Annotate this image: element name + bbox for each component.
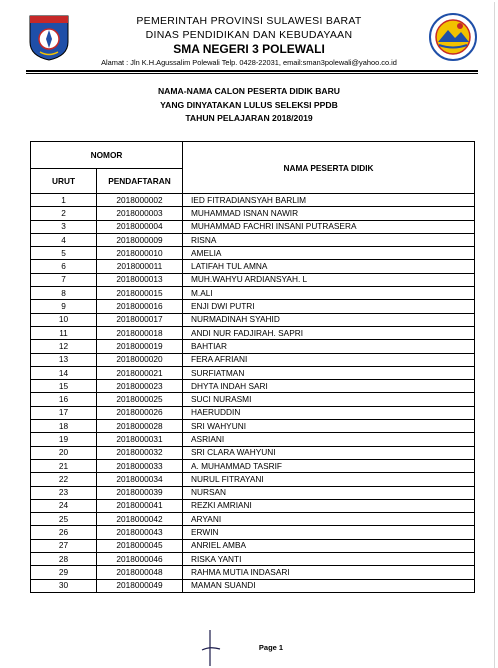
table-row bbox=[31, 260, 475, 273]
table-row bbox=[31, 393, 475, 406]
table-row bbox=[31, 513, 475, 526]
row-participant-name: MUHAMMAD ISNAN NAWIR bbox=[183, 207, 475, 220]
row-registration-number: 2018000019 bbox=[97, 340, 183, 353]
title-line-3: TAHUN PELAJARAN 2018/2019 bbox=[185, 113, 313, 123]
row-registration-number: 2018000048 bbox=[97, 566, 183, 579]
table-body bbox=[31, 194, 475, 593]
row-registration-number: 2018000017 bbox=[97, 313, 183, 326]
table-row bbox=[31, 273, 475, 286]
table-row bbox=[31, 233, 475, 246]
row-registration-number: 2018000020 bbox=[97, 353, 183, 366]
row-urut: 15 bbox=[31, 380, 97, 393]
row-participant-name: ERWIN bbox=[183, 526, 475, 539]
row-urut: 8 bbox=[31, 287, 97, 300]
letterhead bbox=[0, 0, 498, 72]
table-row bbox=[31, 539, 475, 552]
row-urut: 20 bbox=[31, 446, 97, 459]
row-participant-name: RISNA bbox=[183, 233, 475, 246]
table-row bbox=[31, 420, 475, 433]
row-participant-name: RAHMA MUTIA INDASARI bbox=[183, 566, 475, 579]
row-registration-number: 2018000041 bbox=[97, 499, 183, 512]
row-urut: 26 bbox=[31, 526, 97, 539]
row-urut: 5 bbox=[31, 247, 97, 260]
row-urut: 1 bbox=[31, 194, 97, 207]
row-participant-name: FERA AFRIANI bbox=[183, 353, 475, 366]
table-row bbox=[31, 486, 475, 499]
header-pendaftaran: PENDAFTARAN bbox=[97, 169, 183, 194]
row-participant-name: ENJI DWI PUTRI bbox=[183, 300, 475, 313]
row-registration-number: 2018000045 bbox=[97, 539, 183, 552]
row-participant-name: ASRIANI bbox=[183, 433, 475, 446]
row-participant-name: AMELIA bbox=[183, 247, 475, 260]
row-participant-name: IED FITRADIANSYAH BARLIM bbox=[183, 194, 475, 207]
row-participant-name: REZKI AMRIANI bbox=[183, 499, 475, 512]
table-row bbox=[31, 353, 475, 366]
row-participant-name: MUHAMMAD FACHRI INSANI PUTRASERA bbox=[183, 220, 475, 233]
row-registration-number: 2018000003 bbox=[97, 207, 183, 220]
row-registration-number: 2018000034 bbox=[97, 473, 183, 486]
row-urut: 12 bbox=[31, 340, 97, 353]
row-participant-name: SURFIATMAN bbox=[183, 366, 475, 379]
letterhead-rule-thin bbox=[26, 73, 478, 74]
row-urut: 24 bbox=[31, 499, 97, 512]
row-participant-name: ARYANI bbox=[183, 513, 475, 526]
row-urut: 14 bbox=[31, 366, 97, 379]
header-nama: NAMA PESERTA DIDIK bbox=[183, 142, 475, 194]
row-participant-name: NURSAN bbox=[183, 486, 475, 499]
row-registration-number: 2018000002 bbox=[97, 194, 183, 207]
table-row bbox=[31, 287, 475, 300]
table-row bbox=[31, 579, 475, 592]
title-line-2: YANG DINYATAKAN LULUS SELEKSI PPDB bbox=[160, 99, 338, 110]
letterhead-department: DINAS PENDIDIKAN DAN KEBUDAYAAN bbox=[145, 29, 353, 41]
table-row bbox=[31, 473, 475, 486]
table-row bbox=[31, 553, 475, 566]
row-participant-name: A. MUHAMMAD TASRIF bbox=[183, 459, 475, 472]
document-title bbox=[0, 85, 498, 126]
row-urut: 17 bbox=[31, 406, 97, 419]
table-row bbox=[31, 366, 475, 379]
row-urut: 13 bbox=[31, 353, 97, 366]
row-participant-name: BAHTIAR bbox=[183, 340, 475, 353]
row-registration-number: 2018000010 bbox=[97, 247, 183, 260]
table-row bbox=[31, 340, 475, 353]
row-urut: 18 bbox=[31, 420, 97, 433]
table-row bbox=[31, 499, 475, 512]
row-participant-name: ANDI NUR FADJIRAH. SAPRI bbox=[183, 326, 475, 339]
row-registration-number: 2018000032 bbox=[97, 446, 183, 459]
row-participant-name: HAERUDDIN bbox=[183, 406, 475, 419]
row-urut: 6 bbox=[31, 260, 97, 273]
table-row bbox=[31, 207, 475, 220]
row-participant-name: SRI WAHYUNI bbox=[183, 420, 475, 433]
row-urut: 4 bbox=[31, 233, 97, 246]
row-participant-name: RISKA YANTI bbox=[183, 553, 475, 566]
row-participant-name: DHYTA INDAH SARI bbox=[183, 380, 475, 393]
table-row bbox=[31, 194, 475, 207]
header-nomor: NOMOR bbox=[31, 142, 183, 169]
row-urut: 11 bbox=[31, 326, 97, 339]
table-row bbox=[31, 326, 475, 339]
row-registration-number: 2018000015 bbox=[97, 287, 183, 300]
row-registration-number: 2018000033 bbox=[97, 459, 183, 472]
row-participant-name: MAMAN SUANDI bbox=[183, 579, 475, 592]
row-registration-number: 2018000018 bbox=[97, 326, 183, 339]
table-row bbox=[31, 459, 475, 472]
row-participant-name: SRI CLARA WAHYUNI bbox=[183, 446, 475, 459]
row-urut: 7 bbox=[31, 273, 97, 286]
row-participant-name: ANRIEL AMBA bbox=[183, 539, 475, 552]
row-registration-number: 2018000039 bbox=[97, 486, 183, 499]
letterhead-government: PEMERINTAH PROVINSI SULAWESI BARAT bbox=[136, 15, 362, 27]
table-row bbox=[31, 220, 475, 233]
row-urut: 30 bbox=[31, 579, 97, 592]
row-participant-name: MUH.WAHYU ARDIANSYAH. L bbox=[183, 273, 475, 286]
row-urut: 19 bbox=[31, 433, 97, 446]
header-urut: URUT bbox=[31, 169, 97, 194]
row-participant-name: NURMADINAH SYAHID bbox=[183, 313, 475, 326]
row-urut: 3 bbox=[31, 220, 97, 233]
row-registration-number: 2018000004 bbox=[97, 220, 183, 233]
row-participant-name: NURUL FITRAYANI bbox=[183, 473, 475, 486]
row-registration-number: 2018000028 bbox=[97, 420, 183, 433]
row-registration-number: 2018000013 bbox=[97, 273, 183, 286]
table-row bbox=[31, 566, 475, 579]
row-participant-name: SUCI NURASMI bbox=[183, 393, 475, 406]
page-number: Page 1 bbox=[258, 643, 284, 652]
table-row bbox=[31, 526, 475, 539]
row-registration-number: 2018000046 bbox=[97, 553, 183, 566]
row-registration-number: 2018000016 bbox=[97, 300, 183, 313]
table-row bbox=[31, 446, 475, 459]
row-registration-number: 2018000025 bbox=[97, 393, 183, 406]
table-row bbox=[31, 247, 475, 260]
table-row bbox=[31, 433, 475, 446]
letterhead-text bbox=[0, 14, 498, 57]
table-row bbox=[31, 313, 475, 326]
row-registration-number: 2018000042 bbox=[97, 513, 183, 526]
row-urut: 16 bbox=[31, 393, 97, 406]
row-urut: 10 bbox=[31, 313, 97, 326]
row-urut: 22 bbox=[31, 473, 97, 486]
row-urut: 2 bbox=[31, 207, 97, 220]
letterhead-school-name: SMA NEGERI 3 POLEWALI bbox=[173, 42, 325, 56]
row-urut: 27 bbox=[31, 539, 97, 552]
table-row bbox=[31, 300, 475, 313]
row-registration-number: 2018000049 bbox=[97, 579, 183, 592]
row-registration-number: 2018000043 bbox=[97, 526, 183, 539]
row-registration-number: 2018000023 bbox=[97, 380, 183, 393]
table-row bbox=[31, 406, 475, 419]
row-urut: 25 bbox=[31, 513, 97, 526]
row-urut: 28 bbox=[31, 553, 97, 566]
table-row bbox=[31, 380, 475, 393]
row-participant-name: LATIFAH TUL AMNA bbox=[183, 260, 475, 273]
row-registration-number: 2018000009 bbox=[97, 233, 183, 246]
row-urut: 29 bbox=[31, 566, 97, 579]
row-participant-name: M.ALI bbox=[183, 287, 475, 300]
participants-table bbox=[30, 141, 475, 593]
row-registration-number: 2018000031 bbox=[97, 433, 183, 446]
row-urut: 23 bbox=[31, 486, 97, 499]
row-registration-number: 2018000026 bbox=[97, 406, 183, 419]
row-registration-number: 2018000021 bbox=[97, 366, 183, 379]
letterhead-rule-thick bbox=[26, 70, 478, 72]
school-emblem-icon bbox=[428, 12, 478, 62]
letterhead-address: Alamat : Jln K.H.Agussalim Polewali Telp. 0428-22031, email:sman3polewali@yahoo.co.id bbox=[101, 58, 397, 67]
row-urut: 21 bbox=[31, 459, 97, 472]
title-line-1: NAMA-NAMA CALON PESERTA DIDIK BARU bbox=[157, 86, 341, 96]
row-registration-number: 2018000011 bbox=[97, 260, 183, 273]
row-urut: 9 bbox=[31, 300, 97, 313]
